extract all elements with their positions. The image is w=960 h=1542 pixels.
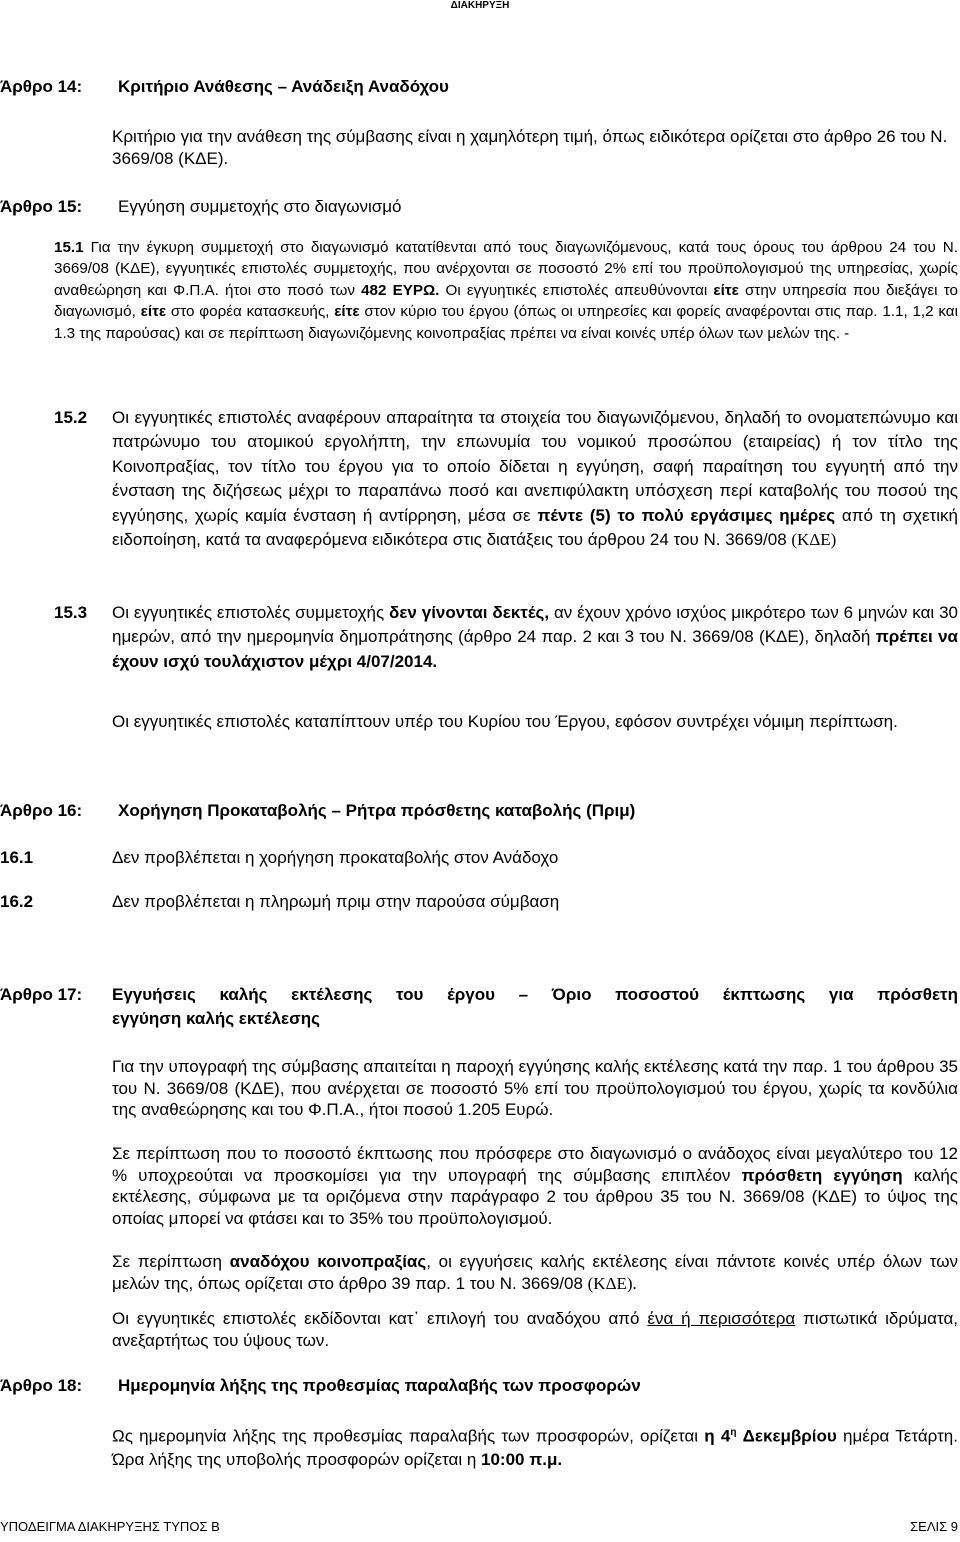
paragraph-15-1-text-e: στον κύριο του έργου (όπως οι υπηρεσίες και φορείς αναφέρονται στις παρ. 1.1, 1,2 και 1.3 της παρούσας) και σε περίπτωση διαγωνιζόμενης κοινοπραξίας πρέπει να είναι κοινές υπέρ όλων των μελών της. -: [54, 303, 958, 342]
paragraph-16-1-number: 16.1: [0, 848, 34, 867]
paragraph-15-1-text-c: στην υπηρεσία που διεξάγει το διαγωνισμό,: [54, 281, 958, 321]
article-14-label: Άρθρο 14:: [0, 77, 83, 96]
article-14-body: Κριτήριο για την ανάθεση της σύμβασης είναι η χαμηλότερη τιμή, όπως ειδικότερα ορίζεται στο άρθρο 26 του Ν. 3669/08 (ΚΔΕ).: [112, 127, 948, 168]
paragraph-15-1-either-2: είτε: [140, 303, 167, 321]
paragraph-15-1-text-b: Οι εγγυητικές επιστολές απευθύνονται: [445, 281, 708, 299]
paragraph-15-2-text-c: (ΚΔΕ): [791, 530, 837, 550]
footer-page-number: ΣΕΛΙΣ 9: [910, 1519, 958, 1534]
paragraph-15-2-deadline: πέντε (5) το πολύ εργάσιμες ημέρες: [537, 505, 836, 525]
paragraph-17-3-joint-venture: αναδόχου κοινοπραξίας: [229, 1252, 427, 1271]
paragraph-15-3-validity: πρέπει να έχουν ισχύ τουλάχιστον μέχρι 4/07/2014.: [112, 627, 958, 671]
paragraph-17-1: Για την υπογραφή της σύμβασης απαιτείται η παροχή εγγύησης καλής εκτέλεσης κατά την παρ. 1 του άρθρου 35 του Ν. 3669/08 (ΚΔΕ), που ανέρχεται σε ποσοστό 5% επί του προϋπολογισμού του έργου, χωρίς τα κονδύλια της αναθεώρησης και του Φ.Π.Α., ήτοι ποσού 1.205 Ευρώ.: [112, 1057, 958, 1120]
paragraph-15-1-text-d: στο φορέα κατασκευής,: [170, 303, 330, 321]
paragraph-15-1-number: 15.1: [54, 239, 84, 256]
paragraph-18-1-month: Δεκεμβρίου: [742, 1426, 837, 1446]
paragraph-18-1-text-a: Ως ημερομηνία λήξης της προθεσμίας παραλαβής των προσφορών, ορίζεται: [112, 1426, 699, 1446]
paragraph-18-1-day: η 4: [704, 1426, 731, 1446]
article-16-label: Άρθρο 16:: [0, 801, 83, 820]
paragraph-18-1-text-b: ημέρα Τετάρτη. Ώρα λήξης της υποβολής προσφορών ορίζεται η: [112, 1426, 958, 1469]
article-17-label: Άρθρο 17:: [0, 985, 83, 1004]
article-17-title-line-1: Εγγυήσεις καλής εκτέλεσης του έργου – Όριο ποσοστού έκπτωσης για πρόσθετη: [112, 985, 958, 1004]
article-18-label: Άρθρο 18:: [0, 1376, 83, 1395]
paragraph-17-2-text-a: Σε περίπτωση που το ποσοστό έκπτωσης που πρόσφερε στο διαγωνισμό ο ανάδοχος είναι μεγαλύτερο του 12 % υποχρεούται να προσκομίσει για την υπογραφή της σύμβασης επιπλέον: [112, 1144, 958, 1185]
article-15-label: Άρθρο 15:: [0, 197, 83, 216]
paragraph-15-3: [112, 601, 958, 674]
paragraph-15-3-text-a: Οι εγγυητικές επιστολές συμμετοχής: [112, 603, 385, 622]
paragraph-15-2-text-b: από τη σχετική ειδοποίηση, κατά τα αναφερόμενα ειδικότερα στις διατάξεις του άρθρου 24 του Ν. 3669/08: [112, 505, 958, 550]
paragraph-18-1-superscript: η: [730, 1427, 737, 1438]
article-15-title: Εγγύηση συμμετοχής στο διαγωνισμό: [118, 197, 402, 216]
paragraph-15-4: Οι εγγυητικές επιστολές καταπίπτουν υπέρ του Κυρίου του Έργου, εφόσον συντρέχει νόμιμη περίπτωση.: [112, 712, 898, 731]
page-header: ΔΙΑΚΗΡΥΞΗ: [450, 0, 510, 11]
paragraph-17-2-text-b: καλής εκτέλεσης, σύμφωνα με τα οριζόμενα στην παράγραφο 2 του άρθρου 35 του Ν. 3669/08 (ΚΔΕ) το ύψος της οποίας μπορεί να φτάσει και το 35% του προϋπολογισμού.: [112, 1165, 958, 1228]
footer-left: ΥΠΟΔΕΙΓΜΑ ΔΙΑΚΗΡΥΞΗΣ ΤΥΠΟΣ Β: [0, 1519, 220, 1534]
paragraph-15-1: [54, 237, 958, 344]
paragraph-15-2: [112, 406, 958, 552]
paragraph-15-3-number: 15.3: [54, 603, 88, 622]
article-14-title: Κριτήριο Ανάθεσης – Ανάδειξη Αναδόχου: [118, 77, 449, 96]
paragraph-17-3: [112, 1251, 958, 1294]
paragraph-16-2: Δεν προβλέπεται η πληρωμή πριμ στην παρούσα σύμβαση: [112, 892, 560, 911]
paragraph-17-4: [112, 1308, 958, 1351]
paragraph-16-2-number: 16.2: [0, 892, 34, 911]
paragraph-18-1-time: 10:00 π.μ.: [481, 1449, 563, 1469]
paragraph-17-3-text-b: , οι εγγυήσεις καλής εκτέλεσης είναι πάντοτε κοινές υπέρ όλων των μελών της, όπως ορίζεται στο άρθρο 39 παρ. 1 του Ν. 3669/08: [112, 1252, 958, 1293]
paragraph-17-4-text-a: Οι εγγυητικές επιστολές εκδίδονται κατ᾽ επιλογή του αναδόχου από: [112, 1309, 640, 1328]
paragraph-15-3-not-accepted: δεν γίνονται δεκτές,: [389, 603, 550, 622]
paragraph-17-3-text-c: (ΚΔΕ).: [587, 1273, 637, 1293]
paragraph-15-1-either-1: είτε: [713, 281, 739, 299]
paragraph-15-1-amount: 482 ΕΥΡΩ.: [361, 281, 440, 299]
paragraph-15-1-text-a: Για την έγκυρη συμμετοχή στο διαγωνισμό κατατίθενται από τους διαγωνιζόμενους, κατά τους όρους του άρθρου 24 του Ν. 3669/08 (ΚΔΕ), εγγυητικές επιστολές συμμετοχής, που ανέρχονται σε ποσοστό 2% επί του προϋπολογισμού της υπηρεσίας, χωρίς αναθεώρηση και Φ.Π.Α. ήτοι στο ποσό των: [54, 239, 958, 299]
article-18-title: Ημερομηνία λήξης της προθεσμίας παραλαβής των προσφορών: [118, 1376, 641, 1395]
paragraph-17-2-additional-guarantee: πρόσθετη εγγύηση: [741, 1165, 903, 1185]
paragraph-18-1: [112, 1421, 958, 1471]
paragraph-17-2: [112, 1143, 958, 1229]
paragraph-15-2-number: 15.2: [54, 408, 88, 427]
article-17-title-line-2: εγγύηση καλής εκτέλεσης: [112, 1009, 320, 1028]
article-16-title: Χορήγηση Προκαταβολής – Ρήτρα πρόσθετης καταβολής (Πριμ): [118, 801, 636, 820]
paragraph-16-1: Δεν προβλέπεται η χορήγηση προκαταβολής στον Ανάδοχο: [112, 848, 559, 867]
paragraph-15-1-either-3: είτε: [334, 303, 360, 321]
paragraph-15-3-text-b: αν έχουν χρόνο ισχύος μικρότερο των 6 μηνών και 30 ημερών, από την ημερομηνία δημοπράτησης (άρθρο 24 παρ. 2 και 3 του Ν. 3669/08 (ΚΔΕ), δηλαδή: [112, 603, 958, 647]
paragraph-17-4-text-b: πιστωτικά ιδρύματα, ανεξαρτήτως του ύψους των.: [112, 1309, 959, 1350]
paragraph-17-4-underlined: ένα ή περισσότερα: [647, 1309, 796, 1328]
paragraph-17-3-text-a: Σε περίπτωση: [112, 1252, 222, 1271]
paragraph-15-2-text-a: Οι εγγυητικές επιστολές αναφέρουν απαραίτητα τα στοιχεία του διαγωνιζόμενου, δηλαδή το ονοματεπώνυμο και πατρώνυμο του ατομικού εργολήπτη, την επωνυμία του νομικού προσώπου (εταιρείας) ή τον τίτλο της Κοινοπραξίας, τον τίτλο του έργου για το οποίο δίδεται η εγγύηση, σαφή παραίτηση του εγγυητή από την ένσταση της διζήσεως μέχρι το παραπάνω ποσό και ανεπιφύλακτη υπόσχεση περί καταβολής του ποσού της εγγύησης, χωρίς καμία ένσταση ή αντίρρηση, μέσα σε: [112, 408, 958, 525]
